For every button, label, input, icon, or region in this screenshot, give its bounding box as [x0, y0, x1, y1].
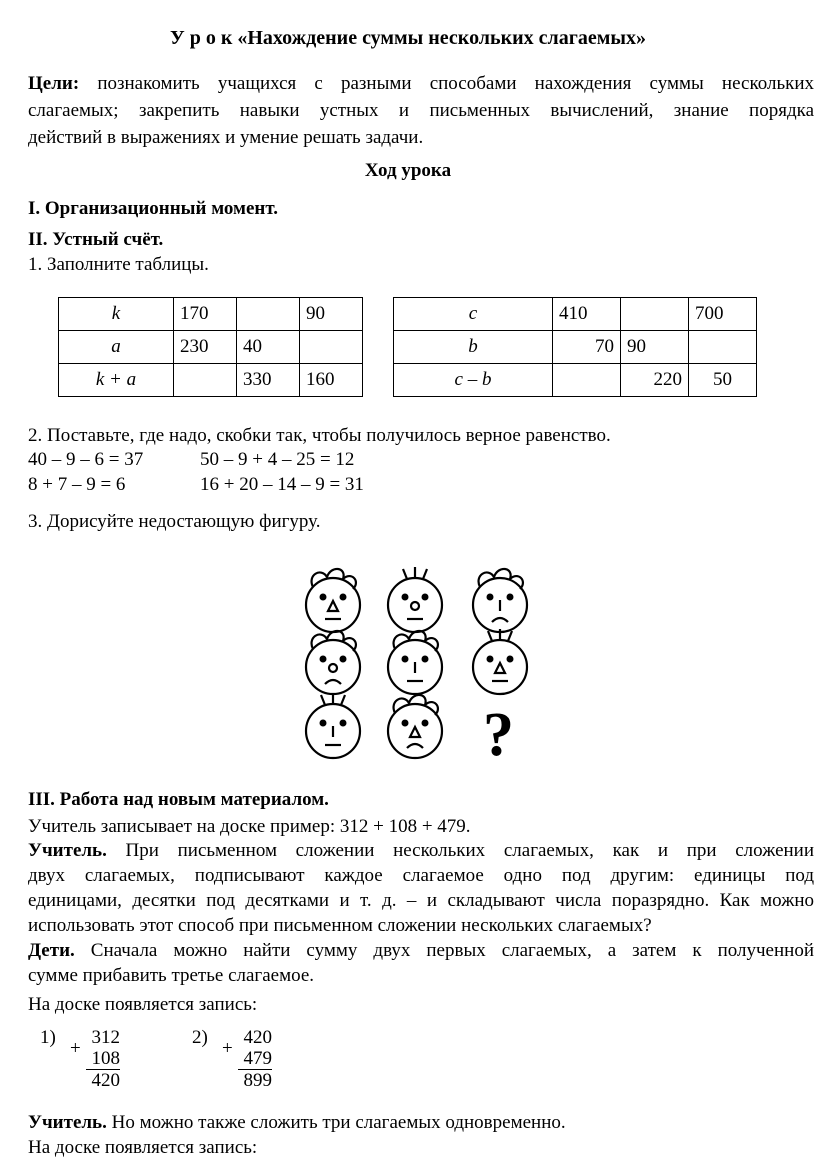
equation: 16 + 20 – 14 – 9 = 31 [200, 474, 364, 495]
table-cell [300, 331, 363, 364]
missing-figure-question-mark: ? [483, 701, 514, 769]
table-cell: 700 [689, 298, 757, 331]
table-cell [174, 364, 237, 397]
table-cell [237, 298, 300, 331]
face-figure [465, 625, 535, 701]
face-outline [306, 640, 360, 694]
page-title: У р о к «Нахождение суммы нескольких слагаемых» [170, 27, 646, 49]
eye [403, 721, 408, 726]
table-cell: 220 [621, 364, 689, 397]
table-row [394, 364, 757, 397]
sum: 899 [243, 1070, 272, 1091]
goals-line-2: слагаемых; закрепить навыки устных и письменных вычислений, знание порядка [28, 100, 814, 121]
circle-nose [411, 602, 419, 610]
section-3-heading: III. Работа над новым материалом. [28, 789, 329, 810]
board-note-2: На доске появляется запись: [28, 1137, 258, 1158]
eye [321, 595, 326, 600]
table-cell: 410 [553, 298, 621, 331]
plus-sign: + [222, 1038, 233, 1059]
goals-label: Цели: [28, 73, 80, 94]
table-right [393, 297, 757, 397]
table-cell: c – b [394, 364, 553, 397]
board-example: Учитель записывает на доске пример: 312 + 108 + 479. [28, 816, 471, 837]
eye [423, 721, 428, 726]
section-1-heading: I. Организационный момент. [28, 198, 279, 219]
circle-nose [329, 664, 337, 672]
teacher-2-line [28, 1111, 566, 1135]
table-row [394, 331, 757, 364]
table-cell: 90 [621, 331, 689, 364]
eye [403, 657, 408, 662]
calc-1-column [86, 1027, 120, 1091]
children-text-1: Сначала можно найти сумму двух первых слагаемых, а затем к полученной [90, 940, 814, 961]
teacher-line-3: единицами, десятки под десятками и т. д. – и складывают числа поразрядно. Как можно [28, 890, 814, 911]
equation: 8 + 7 – 9 = 6 [28, 474, 126, 495]
plus-sign: + [70, 1038, 81, 1059]
sad-mouth [325, 680, 341, 684]
teacher-text-1: При письменном сложении нескольких слагаемых, как и при сложении [125, 840, 815, 861]
eye [341, 657, 346, 662]
table-cell [553, 364, 621, 397]
eye [341, 595, 346, 600]
straight-hair [488, 629, 512, 641]
table-cell: b [394, 331, 553, 364]
sum: 420 [91, 1070, 120, 1091]
addend: 312 [91, 1027, 120, 1048]
straight-hair [403, 567, 427, 579]
eye [341, 721, 346, 726]
equation: 40 – 9 – 6 = 37 [28, 449, 144, 470]
table-cell: 90 [300, 298, 363, 331]
table-cell: 70 [553, 331, 621, 364]
face-outline [388, 578, 442, 632]
table-cell: 40 [237, 331, 300, 364]
eye [321, 721, 326, 726]
table-cell: 170 [174, 298, 237, 331]
eye [321, 657, 326, 662]
teacher-label: Учитель. [28, 1112, 107, 1133]
course-heading: Ход урока [364, 160, 452, 181]
eye [508, 657, 513, 662]
teacher-label: Учитель. [28, 840, 107, 861]
goals-line-1 [28, 70, 814, 97]
triangle-nose [410, 727, 420, 737]
table-row [59, 298, 363, 331]
face-outline [473, 640, 527, 694]
eye [403, 595, 408, 600]
board-note-1: На доске появляется запись: [28, 994, 258, 1015]
calc-2-column [238, 1027, 272, 1091]
table-cell: c [394, 298, 553, 331]
sad-mouth [492, 618, 508, 622]
task-3: 3. Дорисуйте недостающую фигуру. [28, 511, 321, 532]
eye [488, 595, 493, 600]
table-cell: 50 [689, 364, 757, 397]
eye [423, 657, 428, 662]
equation: 50 – 9 + 4 – 25 = 12 [200, 449, 355, 470]
face-outline [306, 578, 360, 632]
eye [423, 595, 428, 600]
table-cell: a [59, 331, 174, 364]
table-cell: 330 [237, 364, 300, 397]
section-2-heading: II. Устный счёт. [28, 229, 164, 250]
teacher-line-2: двух слагаемых, подписывают каждое слагаемое одно под другим: единицы под [28, 865, 814, 886]
task-2: 2. Поставьте, где надо, скобки так, чтобы получилось верное равенство. [28, 425, 611, 446]
table-row [59, 331, 363, 364]
task-1: 1. Заполните таблицы. [28, 254, 209, 275]
triangle-nose [328, 601, 338, 611]
calc-2-number: 2) [192, 1027, 208, 1048]
table-cell: 230 [174, 331, 237, 364]
table-row [394, 298, 757, 331]
children-line-2: сумме прибавить третье слагаемое. [28, 965, 315, 986]
addend: 420 [243, 1027, 272, 1048]
eye [488, 657, 493, 662]
table-cell: 160 [300, 364, 363, 397]
table-left [58, 297, 363, 397]
children-line-1 [28, 937, 814, 964]
teacher-line-4: использовать этот способ при письменном сложении нескольких слагаемых? [28, 915, 652, 936]
table-row [59, 364, 363, 397]
table-cell [621, 298, 689, 331]
teacher-line-1 [28, 837, 814, 864]
table-cell [689, 331, 757, 364]
table-cell: k [59, 298, 174, 331]
face-figure [380, 689, 450, 765]
sad-mouth [407, 744, 423, 748]
goals-line-3: действий в выражениях и умение решать задачи. [28, 127, 424, 148]
table-cell: k + a [59, 364, 174, 397]
straight-hair [321, 693, 345, 705]
goals-text-1: познакомить учащихся с разными способами нахождения суммы нескольких [97, 73, 815, 94]
addend: 108 [86, 1048, 120, 1070]
teacher-2-text: Но можно также сложить три слагаемых одновременно. [111, 1112, 566, 1133]
triangle-nose [495, 663, 505, 673]
addend: 479 [238, 1048, 272, 1070]
calc-1-number: 1) [40, 1027, 56, 1048]
eye [508, 595, 513, 600]
face-figure [298, 689, 368, 765]
face-outline [388, 704, 442, 758]
children-label: Дети. [28, 940, 75, 961]
